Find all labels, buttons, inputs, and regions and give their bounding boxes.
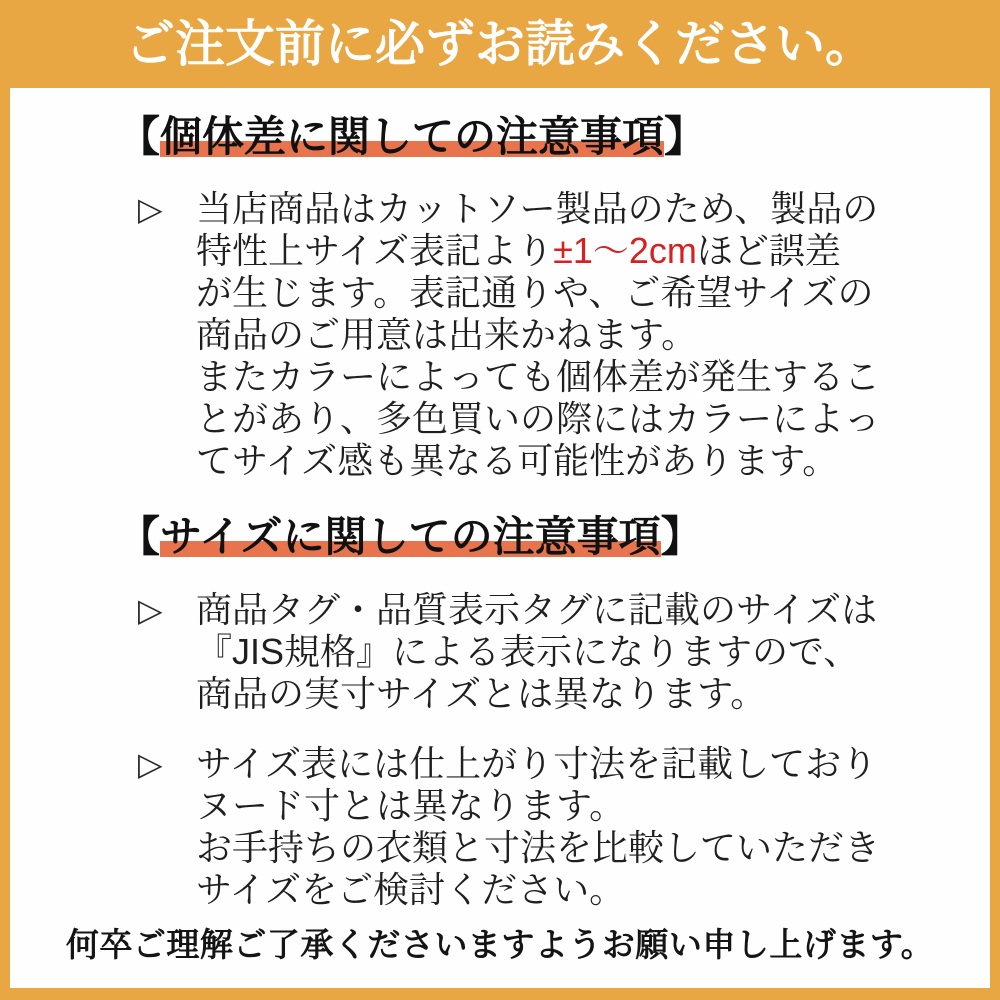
text-line [196,272,950,314]
triangle-bullet-icon: ▷ [138,191,163,228]
bullet-item [138,743,950,911]
heading-text: サイズに関しての注意事項 [160,513,661,561]
text-segment: 『JIS規格』による表示になりますので、 [196,630,860,672]
text-segment: てサイズ感も異なる可能性があります。 [196,440,839,482]
text-line [196,230,950,272]
page-title: ご注文前に必ずお読みください。 [125,16,875,72]
text-segment: お手持ちの衣類と寸法を比較していただき [196,826,881,868]
heading-bracket-open: 【 [118,113,161,160]
bullet-text [196,188,950,482]
text-segment: ほど誤差 [696,230,841,272]
heading-bracket-open: 【 [118,513,161,561]
text-segment: 特性上サイズ表記より [196,230,554,272]
text-line [196,188,950,230]
text-line [196,398,950,440]
text-line [196,314,950,356]
heading-text: 個体差に関しての注意事項 [160,113,665,160]
text-line [196,785,950,827]
text-line [196,589,950,631]
text-segment: サイズをご検討ください。 [196,868,626,910]
text-line [196,869,950,911]
text-line [196,673,950,715]
text-segment: 当店商品はカットソー製品のため、製品の [196,188,879,230]
sections [118,112,950,911]
bullet-item [138,188,950,482]
triangle-bullet-icon: ▷ [138,745,163,782]
bullet-text [196,743,950,911]
triangle-bullet-icon: ▷ [138,591,163,628]
heading-bracket-close: 】 [660,513,703,561]
text-line [196,827,950,869]
heading-bracket-close: 】 [664,113,707,160]
notice-section-2 [118,512,950,910]
text-segment: 商品タグ・品質表示タグに記載のサイズは [196,588,878,630]
text-segment: 商品のご用意は出来かねます。 [196,314,698,356]
notice-section-1 [118,112,950,482]
text-segment: 商品の実寸サイズとは異なります。 [196,672,767,714]
content-panel [10,88,990,988]
section-heading [118,112,950,162]
bullet-text [196,589,950,715]
text-line [196,440,950,482]
text-segment: とがあり、多色買いの際にはカラーによっ [196,398,881,440]
text-segment: サイズ表には仕上がり寸法を記載しており [196,742,878,784]
text-segment: が生じます。表記通りや、ご希望サイズの [196,272,874,314]
text-line [196,631,950,673]
section-heading [118,512,950,562]
text-segment: ヌード寸とは異なります。 [196,784,626,826]
text-segment: またカラーによっても個体差が発生するこ [196,356,881,398]
text-line [196,743,950,785]
bullet-item [138,589,950,715]
footer-note: 何卒ご理解ご了承くださいますようお願い申し上げます。 [65,926,935,963]
text-line [196,356,950,398]
header-banner [0,0,1000,88]
red-emphasis-text: ±1〜2cm [553,230,697,272]
